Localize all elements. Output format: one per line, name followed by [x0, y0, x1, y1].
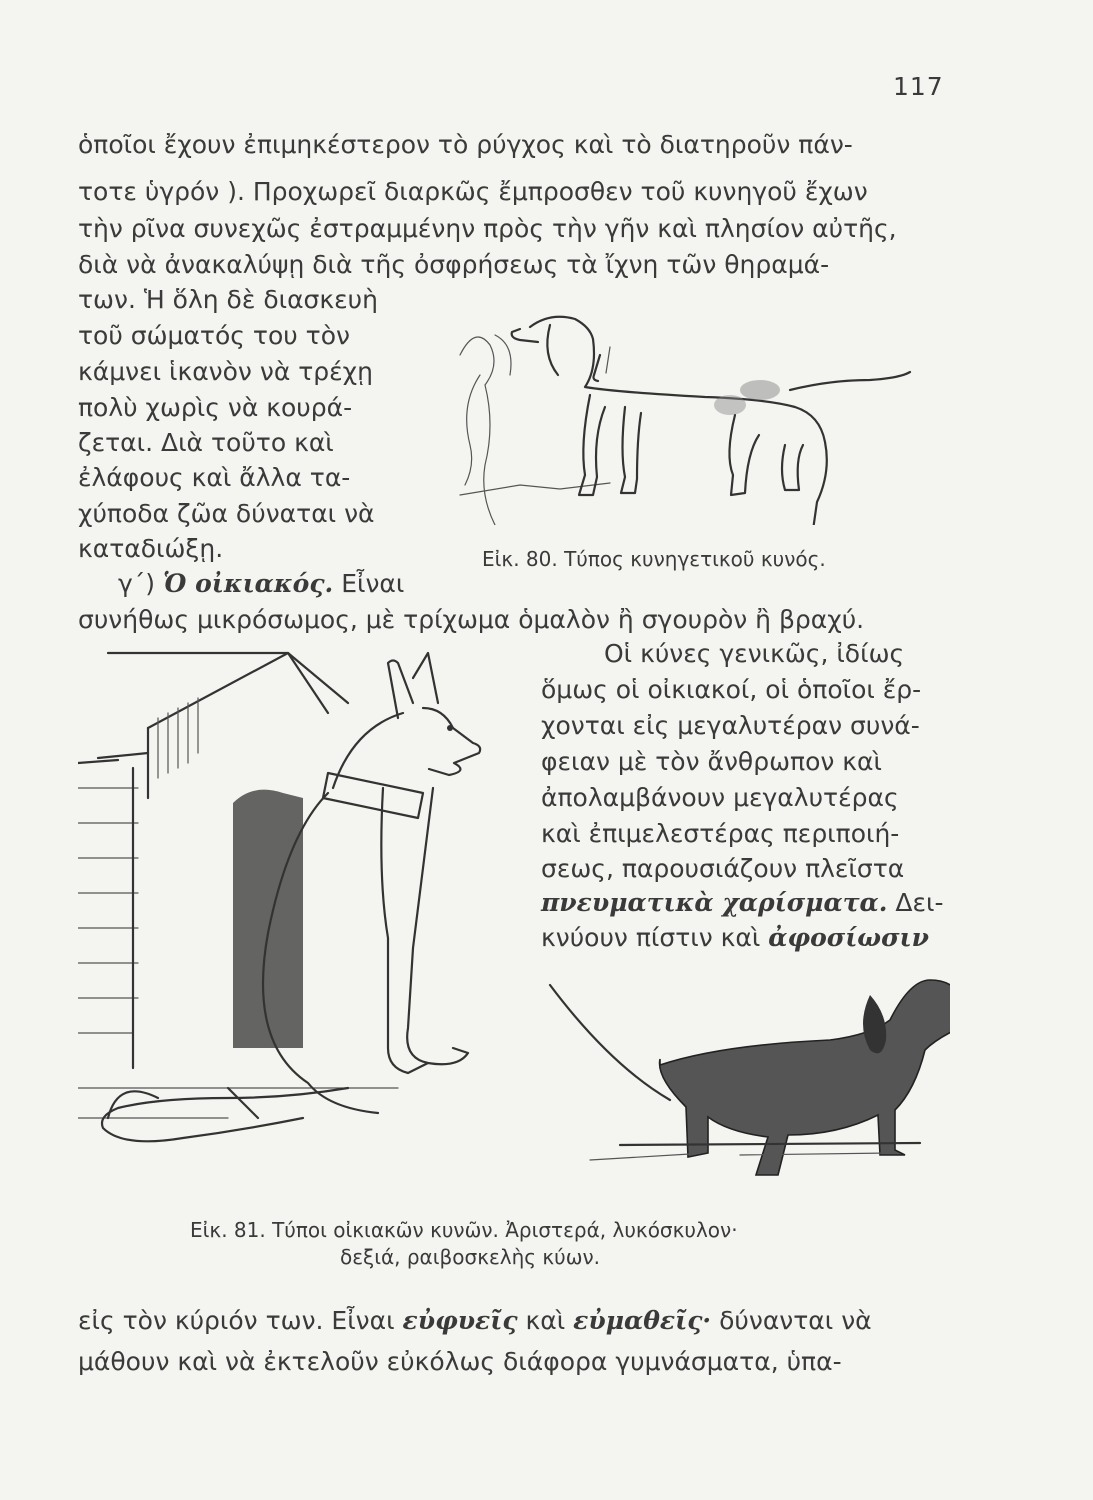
text-line: Οἱ κύνες γενικῶς, ἰδίως: [604, 639, 905, 668]
text-span: δύνανται νὰ: [711, 1306, 872, 1335]
text-line: των. Ἡ ὅλη δὲ διασκευὴ: [78, 285, 378, 314]
text-line: τοῦ σώματός του τὸν: [78, 321, 350, 350]
text-line: ζεται. Διὰ τοῦτο καὶ: [78, 428, 334, 457]
text-line: συνήθως μικρόσωμος, μὲ τρίχωμα ὁμαλὸν ἢ σγουρὸν ἢ βραχύ.: [78, 605, 865, 634]
wolf-dog-illustration: [78, 648, 548, 1203]
text-span: καὶ: [517, 1306, 574, 1335]
section-marker: γ΄): [118, 569, 163, 598]
text-line: κάμνει ἱκανὸν νὰ τρέχῃ: [78, 357, 373, 386]
text-line: χονται εἰς μεγαλυτέραν συνά-: [541, 711, 920, 740]
text-line: ὅμως οἱ οἰκιακοί, οἱ ὁποῖοι ἔρ-: [541, 675, 922, 704]
text-line: σεως, παρουσιάζουν πλεῖστα: [541, 854, 905, 883]
text-line: ὁποῖοι ἔχουν ἐπιμηκέστερον τὸ ρύγχος καὶ τὸ διατηροῦν πάν-: [78, 130, 853, 159]
text-span: Δει-: [887, 888, 944, 917]
text-span: Εἶναι: [333, 569, 405, 598]
emphasis: πνευματικὰ χαρίσματα.: [541, 888, 888, 917]
emphasis: εὐφυεῖς: [402, 1306, 518, 1335]
text-line: ἐλάφους καὶ ἄλλα τα-: [78, 463, 351, 492]
hunting-dog-illustration: [440, 295, 940, 525]
figure-81-caption-line2: δεξιά, ραιβοσκελὴς κύων.: [340, 1245, 601, 1269]
text-line: καταδιώξῃ.: [78, 534, 224, 563]
section-heading-line: [118, 567, 404, 601]
dachshund-illustration: [540, 965, 950, 1180]
figure-81-caption-line1: Εἰκ. 81. Τύποι οἰκιακῶν κυνῶν. Ἀριστερά, λυκόσκυλον·: [190, 1218, 738, 1242]
text-line: πολὺ χωρὶς νὰ κουρά-: [78, 393, 353, 422]
text-line: [78, 1304, 872, 1338]
section-title: Ὁ οἰκιακός.: [163, 569, 334, 598]
text-span: κνύουν πίστιν καὶ: [541, 923, 769, 952]
text-line: ἀπολαμβάνουν μεγαλυτέρας: [541, 783, 899, 812]
text-span: εἰς τὸν κύριόν των. Εἶναι: [78, 1306, 403, 1335]
text-line: μάθουν καὶ νὰ ἐκτελοῦν εὐκόλως διάφορα γυμνάσματα, ὑπα-: [78, 1347, 842, 1376]
text-line: διὰ νὰ ἀνακαλύψῃ διὰ τῆς ὀσφρήσεως τὰ ἴχνη τῶν θηραμά-: [78, 250, 830, 279]
text-line: τοτε ὑγρόν ). Προχωρεῖ διαρκῶς ἔμπροσθεν τοῦ κυνηγοῦ ἔχων: [78, 177, 868, 206]
text-line: [541, 886, 944, 920]
text-line: χύποδα ζῶα δύναται νὰ: [78, 499, 375, 528]
page-number: 117: [893, 72, 944, 101]
figure-80-caption: Εἰκ. 80. Τύπος κυνηγετικοῦ κυνός.: [482, 547, 826, 571]
text-line: καὶ ἐπιμελεστέρας περιποιή-: [541, 819, 900, 848]
text-line: [541, 921, 929, 955]
text-line: τὴν ρῖνα συνεχῶς ἐστραμμένην πρὸς τὴν γῆν καὶ πλησίον αὐτῆς,: [78, 214, 897, 243]
emphasis: εὐμαθεῖς·: [573, 1306, 712, 1335]
text-line: φειαν μὲ τὸν ἄνθρωπον καὶ: [541, 747, 882, 776]
emphasis: ἀφοσίωσιν: [768, 923, 929, 952]
